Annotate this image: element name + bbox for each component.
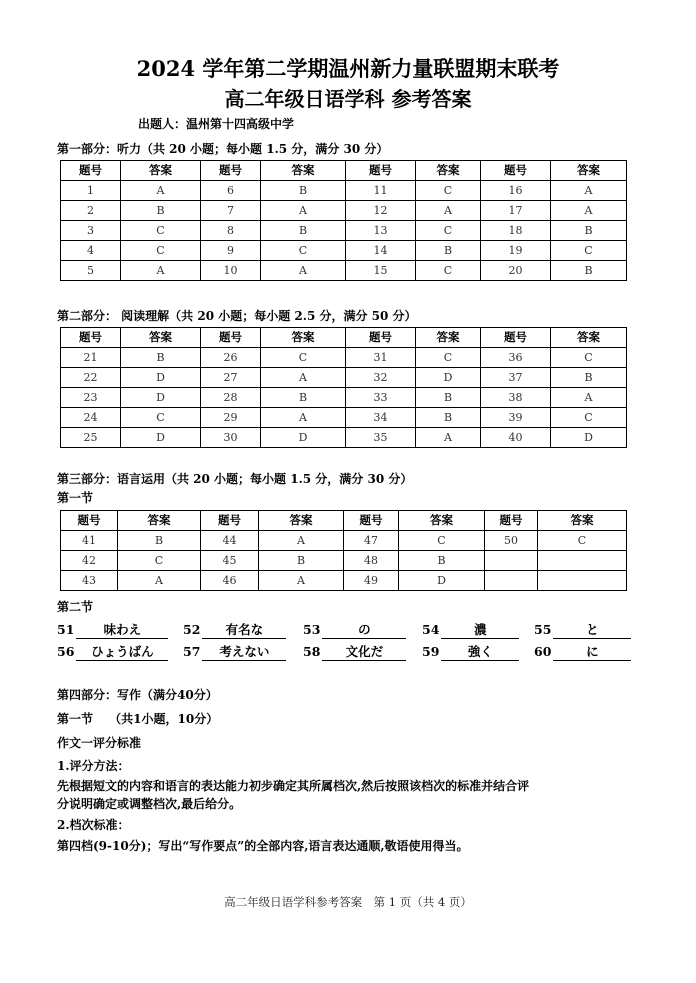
table-cell: 25: [61, 428, 121, 448]
table-cell: 39: [481, 408, 551, 428]
table-cell: 33: [346, 388, 416, 408]
header-cell: 题号: [201, 511, 259, 531]
table-cell: 46: [201, 571, 259, 591]
table-row: [61, 348, 627, 368]
table-cell: B: [261, 388, 346, 408]
fill-answer-text: 考えない: [202, 644, 286, 661]
table-cell: 37: [481, 368, 551, 388]
header-cell: 答案: [551, 161, 627, 181]
fill-answer-text: 文化だ: [322, 644, 406, 661]
table-cell: D: [399, 571, 485, 591]
fill-number: 58: [303, 644, 321, 659]
table-cell: 22: [61, 368, 121, 388]
table-cell: A: [416, 428, 481, 448]
header-cell: 答案: [118, 511, 201, 531]
fill-number: 52: [183, 622, 201, 637]
fill-number: 53: [303, 622, 321, 637]
table-header-row: [61, 328, 627, 348]
fill-number: 55: [534, 622, 552, 637]
table-cell: D: [416, 368, 481, 388]
header-cell: 答案: [416, 328, 481, 348]
table-cell: C: [261, 348, 346, 368]
criteria-title: 作文一评分标准: [57, 736, 142, 750]
fill-answer-60: [534, 644, 631, 661]
table-cell: C: [551, 348, 627, 368]
table-cell: A: [121, 261, 201, 281]
table-row: [61, 181, 627, 201]
method-title: 1.评分方法：: [57, 759, 130, 773]
method-text-line2: 分说明确定或调整档次,最后给分。: [57, 797, 242, 811]
header-cell: 答案: [121, 161, 201, 181]
table-cell: 21: [61, 348, 121, 368]
header-cell: 题号: [481, 161, 551, 181]
part3-section2-label: 第二节: [57, 600, 94, 614]
table-cell: C: [538, 531, 627, 551]
table-cell: C: [399, 531, 485, 551]
table-cell: C: [551, 408, 627, 428]
fill-answer-text: 濃: [441, 622, 519, 639]
table-cell: 28: [201, 388, 261, 408]
table-cell: A: [261, 368, 346, 388]
table-cell: 15: [346, 261, 416, 281]
header-cell: 答案: [261, 328, 346, 348]
table-cell: [485, 551, 538, 571]
levels-title: 2.档次标准：: [57, 818, 130, 832]
table-cell: 6: [201, 181, 261, 201]
page-footer: 高二年级日语学科参考答案 第 1 页（共 4 页）: [224, 895, 472, 909]
table-cell: 24: [61, 408, 121, 428]
table-cell: 8: [201, 221, 261, 241]
table-cell: A: [261, 261, 346, 281]
header-cell: 答案: [538, 511, 627, 531]
table-row: [61, 531, 627, 551]
fill-answer-text: ひょうばん: [76, 644, 168, 661]
table-cell: C: [121, 221, 201, 241]
table-cell: A: [261, 408, 346, 428]
table-cell: C: [121, 241, 201, 261]
header-cell: 题号: [344, 511, 399, 531]
fill-answer-text: の: [322, 622, 406, 639]
table-cell: D: [551, 428, 627, 448]
header-cell: 答案: [416, 161, 481, 181]
header-cell: 题号: [201, 161, 261, 181]
table-row: [61, 388, 627, 408]
fill-number: 57: [183, 644, 201, 659]
table-cell: B: [261, 181, 346, 201]
header-cell: 答案: [259, 511, 344, 531]
fill-answer-58: [303, 644, 406, 661]
table-cell: C: [416, 261, 481, 281]
fill-number: 60: [534, 644, 552, 659]
author-line: 出题人：温州第十四高级中学: [138, 117, 295, 131]
table-cell: C: [416, 181, 481, 201]
table-cell: 27: [201, 368, 261, 388]
part4-heading: 第四部分：写作（满分40分）: [57, 688, 218, 702]
table-cell: 17: [481, 201, 551, 221]
table-cell: 20: [481, 261, 551, 281]
table-cell: B: [399, 551, 485, 571]
header-cell: 答案: [399, 511, 485, 531]
header-cell: 题号: [61, 511, 118, 531]
table-cell: 29: [201, 408, 261, 428]
fill-answer-text: 味わえ: [76, 622, 168, 639]
table-cell: A: [121, 181, 201, 201]
table-row: [61, 551, 627, 571]
fill-number: 59: [422, 644, 440, 659]
table-cell: 49: [344, 571, 399, 591]
fill-answer-51: [57, 622, 168, 639]
table-cell: 47: [344, 531, 399, 551]
table-row: [61, 261, 627, 281]
page-subtitle: 高二年级日语学科 参考答案: [224, 87, 472, 111]
table-cell: B: [551, 221, 627, 241]
table-cell: 36: [481, 348, 551, 368]
table-cell: 45: [201, 551, 259, 571]
header-cell: 答案: [121, 328, 201, 348]
table-cell: C: [121, 408, 201, 428]
table-cell: 48: [344, 551, 399, 571]
table-cell: 9: [201, 241, 261, 261]
table-cell: 35: [346, 428, 416, 448]
header-cell: 题号: [346, 161, 416, 181]
table-row: [61, 408, 627, 428]
table-cell: 10: [201, 261, 261, 281]
table-cell: 1: [61, 181, 121, 201]
table-row: [61, 428, 627, 448]
table-cell: B: [416, 241, 481, 261]
table-cell: [538, 551, 627, 571]
table-cell: 13: [346, 221, 416, 241]
table-cell: B: [416, 408, 481, 428]
fill-answer-text: 強く: [441, 644, 519, 661]
level-4-description: 第四档(9-10分)；写出“写作要点”的全部内容,语言表达通顺,敬语使用得当。: [57, 839, 469, 853]
table-cell: B: [416, 388, 481, 408]
table-cell: A: [551, 388, 627, 408]
table-cell: 3: [61, 221, 121, 241]
method-text-line1: 先根据短文的内容和语言的表达能力初步确定其所属档次,然后按照该档次的标准并结合评: [57, 779, 530, 793]
table-row: [61, 368, 627, 388]
table-cell: C: [416, 221, 481, 241]
fill-answer-text: に: [553, 644, 631, 661]
table-cell: 14: [346, 241, 416, 261]
table-cell: 40: [481, 428, 551, 448]
table-cell: 4: [61, 241, 121, 261]
table-cell: C: [551, 241, 627, 261]
table-cell: B: [259, 551, 344, 571]
table-cell: 5: [61, 261, 121, 281]
fill-answer-57: [183, 644, 286, 661]
page-title: 2024 学年第二学期温州新力量联盟期末联考: [136, 56, 560, 81]
table-cell: [538, 571, 627, 591]
table-cell: B: [118, 531, 201, 551]
table-cell: 16: [481, 181, 551, 201]
header-cell: 题号: [481, 328, 551, 348]
part1-heading: 第一部分：听力（共 20 小题；每小题 1.5 分，满分 30 分）: [57, 142, 389, 156]
table-cell: 41: [61, 531, 118, 551]
fill-answer-54: [422, 622, 519, 639]
table-cell: 34: [346, 408, 416, 428]
fill-number: 51: [57, 622, 75, 637]
table-cell: 31: [346, 348, 416, 368]
table-cell: A: [259, 531, 344, 551]
table-cell: 19: [481, 241, 551, 261]
table-cell: 38: [481, 388, 551, 408]
table-cell: A: [551, 181, 627, 201]
table-cell: B: [261, 221, 346, 241]
part2-heading: 第二部分： 阅读理解（共 20 小题；每小题 2.5 分，满分 50 分）: [57, 309, 417, 323]
table-row: [61, 571, 627, 591]
fill-answer-55: [534, 622, 631, 639]
fill-number: 54: [422, 622, 440, 637]
part3-section1-label: 第一节: [57, 491, 94, 505]
table-cell: D: [121, 428, 201, 448]
table-cell: 32: [346, 368, 416, 388]
table-cell: 26: [201, 348, 261, 368]
part4-section1-label: 第一节 （共1小题，10分）: [57, 712, 219, 726]
table-cell: D: [121, 388, 201, 408]
header-cell: 题号: [61, 328, 121, 348]
table-cell: 23: [61, 388, 121, 408]
table-cell: C: [118, 551, 201, 571]
table-header-row: [61, 161, 627, 181]
table-cell: A: [118, 571, 201, 591]
table-cell: A: [416, 201, 481, 221]
table-cell: 43: [61, 571, 118, 591]
table-cell: 2: [61, 201, 121, 221]
table-cell: B: [121, 201, 201, 221]
table-cell: 12: [346, 201, 416, 221]
header-cell: 题号: [61, 161, 121, 181]
table-cell: B: [551, 368, 627, 388]
fill-answer-53: [303, 622, 406, 639]
table-cell: A: [259, 571, 344, 591]
fill-number: 56: [57, 644, 75, 659]
table-cell: 11: [346, 181, 416, 201]
fill-answer-text: と: [553, 622, 631, 639]
header-cell: 题号: [346, 328, 416, 348]
table-cell: 30: [201, 428, 261, 448]
table-cell: C: [416, 348, 481, 368]
table-cell: B: [551, 261, 627, 281]
table-row: [61, 201, 627, 221]
table-cell: 7: [201, 201, 261, 221]
header-cell: 题号: [485, 511, 538, 531]
header-cell: 答案: [261, 161, 346, 181]
header-cell: 答案: [551, 328, 627, 348]
part3-answer-table: [60, 510, 627, 591]
table-cell: 50: [485, 531, 538, 551]
table-cell: A: [551, 201, 627, 221]
table-cell: A: [261, 201, 346, 221]
part2-answer-table: [60, 327, 627, 448]
table-cell: 44: [201, 531, 259, 551]
table-cell: [485, 571, 538, 591]
table-cell: C: [261, 241, 346, 261]
fill-answer-text: 有名な: [202, 622, 286, 639]
fill-answer-52: [183, 622, 286, 639]
table-cell: 18: [481, 221, 551, 241]
table-row: [61, 221, 627, 241]
part3-heading: 第三部分：语言运用（共 20 小题；每小题 1.5 分，满分 30 分）: [57, 472, 413, 486]
table-cell: B: [121, 348, 201, 368]
table-header-row: [61, 511, 627, 531]
table-cell: 42: [61, 551, 118, 571]
table-cell: D: [121, 368, 201, 388]
part1-answer-table: [60, 160, 627, 281]
table-cell: D: [261, 428, 346, 448]
table-row: [61, 241, 627, 261]
header-cell: 题号: [201, 328, 261, 348]
fill-answer-56: [57, 644, 168, 661]
fill-answer-59: [422, 644, 519, 661]
